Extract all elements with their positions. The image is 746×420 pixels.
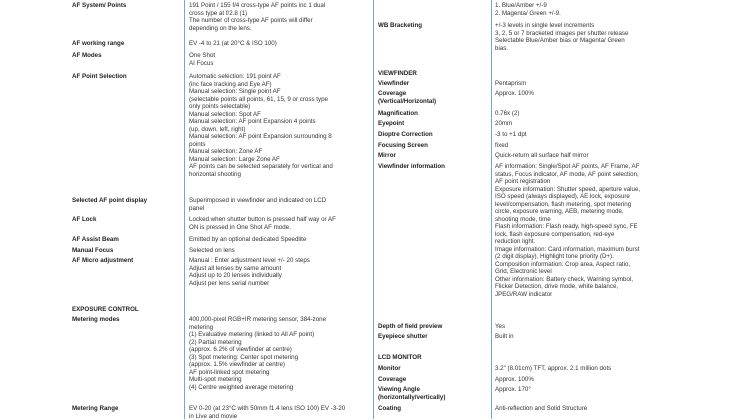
spec-value-line: metering bbox=[189, 324, 369, 332]
column-divider-right bbox=[491, 0, 492, 419]
column-divider-left bbox=[184, 0, 185, 419]
spec-label: VIEWFINDER bbox=[378, 70, 488, 78]
spec-value-line: Selectable Blue/Amber bias or Magenta/ Green bbox=[495, 37, 740, 45]
spec-value-line: 3.2" (8.01cm) TFT, approx. 2.1 million dots bbox=[495, 365, 740, 373]
spec-value-line: Composition information: Crop area, Aspect ratio, bbox=[495, 261, 740, 269]
spec-value-line: (2 digit display), Highlight tone priority (D+). bbox=[495, 253, 740, 261]
spec-value bbox=[495, 365, 740, 373]
spec-value-line: EV 0-20 (at 23°C with 50mm f1.4 lens ISO 100) EV -3-20 bbox=[189, 405, 369, 413]
spec-value-line: 3, 2, 5 or 7 bracketed images per shutter release bbox=[495, 30, 740, 38]
spec-value-line: panel bbox=[189, 205, 369, 213]
spec-value-line: 1. Blue/Amber +/-9 bbox=[495, 2, 740, 10]
spec-label: AF System/ Points bbox=[72, 2, 182, 10]
spec-value-line: Manual selection: Large Zone AF bbox=[189, 156, 369, 164]
spec-label: Mirror bbox=[378, 152, 488, 160]
spec-value bbox=[495, 323, 740, 331]
spec-value-line: Approx. 100% bbox=[495, 90, 740, 98]
spec-label: Eyepiece shutter bbox=[378, 333, 488, 341]
spec-value bbox=[495, 163, 740, 298]
spec-value-line: Other information: Battery check, Warning symbol, bbox=[495, 276, 740, 284]
spec-value-line: (4) Centre weighted average metering bbox=[189, 384, 369, 392]
spec-label: Depth of field preview bbox=[378, 323, 488, 331]
spec-value-line: 191 Point / 155 f/4 cross-type AF points inc 1 dual bbox=[189, 2, 369, 10]
spec-value bbox=[189, 2, 369, 32]
spec-value-line: depending on the lens. bbox=[189, 25, 369, 33]
spec-value-line: in Live and movie bbox=[189, 413, 369, 420]
spec-value bbox=[495, 152, 740, 160]
spec-label: Eyepoint bbox=[378, 120, 488, 128]
spec-value bbox=[495, 333, 740, 341]
spec-value-line: ISO speed (always displayed), AE lock, exposure bbox=[495, 193, 740, 201]
spec-value-line: 400,000-pixel RGB+IR metering sensor, 384-zone bbox=[189, 316, 369, 324]
spec-label: AF Lock bbox=[72, 216, 182, 224]
spec-value-line: (up, down, left, right) bbox=[189, 126, 369, 134]
spec-label: LCD MONITOR bbox=[378, 354, 488, 362]
spec-label: Coating bbox=[378, 405, 488, 413]
spec-label: Viewfinder bbox=[378, 80, 488, 88]
spec-value-line: Approx. 100% bbox=[495, 376, 740, 384]
spec-value bbox=[189, 236, 369, 244]
spec-label: AF Assist Beam bbox=[72, 236, 182, 244]
spec-value-line: shooting mode, time bbox=[495, 216, 740, 224]
spec-value-line: lock, flash exposure compensation, red-eye bbox=[495, 231, 740, 239]
spec-value-line: only points selectable) bbox=[189, 103, 369, 111]
spec-value-line: Adjust per lens serial number bbox=[189, 280, 369, 288]
spec-label: EXPOSURE CONTROL bbox=[72, 306, 182, 314]
spec-value-line: Adjust all lenses by same amount bbox=[189, 265, 369, 273]
spec-value bbox=[189, 52, 369, 67]
spec-value bbox=[495, 120, 740, 128]
spec-value-line: 0.76x (2) bbox=[495, 110, 740, 118]
spec-value bbox=[189, 247, 369, 255]
spec-value-line: Pentaprism bbox=[495, 80, 740, 88]
spec-value-line: reduction light. bbox=[495, 238, 740, 246]
spec-label: Focusing Screen bbox=[378, 142, 488, 150]
spec-value-line: status, Focus indicator, AF mode, AF point selection, bbox=[495, 171, 740, 179]
spec-label: Magnification bbox=[378, 110, 488, 118]
spec-value-line: +/-3 levels in single level increments bbox=[495, 22, 740, 30]
spec-value-line: (2) Partial metering bbox=[189, 339, 369, 347]
spec-value-line: Manual selection: Zone AF bbox=[189, 148, 369, 156]
spec-value-line: (approx. 6.2% of viewfinder at centre) bbox=[189, 346, 369, 354]
spec-value bbox=[189, 316, 369, 391]
spec-value-line: points bbox=[189, 141, 369, 149]
spec-value-line: Multi-spot metering bbox=[189, 376, 369, 384]
spec-value bbox=[495, 376, 740, 384]
spec-value-line: (3) Spot metering: Center spot metering bbox=[189, 354, 369, 362]
spec-value bbox=[495, 405, 740, 413]
spec-value-line: Image information: Card information, maximum burst bbox=[495, 246, 740, 254]
spec-value-line: Locked when shutter button is pressed half way or AF bbox=[189, 216, 369, 224]
spec-value-line: Automatic selection: 191 point AF bbox=[189, 73, 369, 81]
spec-label: (horizontally/vertically) bbox=[378, 394, 488, 402]
spec-value-line: Superimposed in viewfinder and indicated on LCD bbox=[189, 197, 369, 205]
spec-label: AF Modes bbox=[72, 52, 182, 60]
spec-value-line: Exposure information: Shutter speed, aperture value, bbox=[495, 186, 740, 194]
spec-value bbox=[189, 73, 369, 178]
spec-value-line: Manual : Enter adjustment level +/- 20 steps bbox=[189, 257, 369, 265]
spec-label: WB Bracketing bbox=[378, 22, 488, 30]
column-divider-center bbox=[373, 0, 374, 419]
spec-label: Viewfinder information bbox=[378, 163, 488, 171]
spec-value-line: Anti-reflection and Solid Structure bbox=[495, 405, 740, 413]
spec-value bbox=[189, 257, 369, 287]
spec-label: Metering modes bbox=[72, 316, 182, 324]
spec-value-line: (selectable points all points, 61, 15, 9 or cross type bbox=[189, 96, 369, 104]
spec-value-line: -3 to +1 dpt bbox=[495, 131, 740, 139]
spec-label: AF Point Selection bbox=[72, 73, 182, 81]
spec-label: Dioptre Correction bbox=[378, 131, 488, 139]
spec-value-line: level/compensation, flash metering, spot metering bbox=[495, 201, 740, 209]
spec-value bbox=[495, 386, 740, 394]
spec-value bbox=[495, 22, 740, 52]
spec-value-line: 2. Magenta/ Green +/-9. bbox=[495, 10, 740, 18]
spec-value-line: AF points can be selected separately for vertical and bbox=[189, 163, 369, 171]
spec-label: Monitor bbox=[378, 365, 488, 373]
spec-value-line: Emitted by an optional dedicated Speedlite bbox=[189, 236, 369, 244]
spec-value bbox=[495, 131, 740, 139]
spec-label: Coverage bbox=[378, 376, 488, 384]
spec-label: AF working range bbox=[72, 40, 182, 48]
spec-value-line: The number of cross-type AF points will differ bbox=[189, 17, 369, 25]
spec-value-line: AI Focus bbox=[189, 60, 369, 68]
spec-value-line: Grid, Electronic level bbox=[495, 268, 740, 276]
spec-value bbox=[189, 40, 369, 48]
spec-value-line: fixed bbox=[495, 142, 740, 150]
spec-value-line: Flicker Detection, drive mode, white balance, bbox=[495, 283, 740, 291]
spec-value-line: horizontal shooting bbox=[189, 171, 369, 179]
spec-label: Coverage bbox=[378, 90, 488, 98]
spec-label: Viewing Angle bbox=[378, 386, 488, 394]
spec-value-line: EV -4 to 21 (at 20°C & ISO 100) bbox=[189, 40, 369, 48]
spec-value-line: Quick-return all surface half mirror bbox=[495, 152, 740, 160]
spec-value bbox=[189, 197, 369, 212]
spec-value-line: ON is pressed in One Shot AF mode. bbox=[189, 224, 369, 232]
spec-value-line: Flash information: Flash ready, high-speed sync, FE bbox=[495, 223, 740, 231]
spec-value bbox=[495, 90, 740, 98]
spec-value bbox=[495, 2, 740, 17]
spec-value bbox=[495, 80, 740, 88]
spec-value-line: JPEG/RAW indicator bbox=[495, 291, 740, 299]
spec-label: Selected AF point display bbox=[72, 197, 182, 205]
spec-value-line: (inc face tracking and Eye AF) bbox=[189, 81, 369, 89]
spec-value-line: 20mm bbox=[495, 120, 740, 128]
spec-value-line: cross type at f/2.8 (1) bbox=[189, 10, 369, 18]
spec-label: AF Micro adjustment bbox=[72, 257, 182, 265]
spec-value-line: Built in bbox=[495, 333, 740, 341]
spec-label: (Vertical/Horizontal) bbox=[378, 98, 488, 106]
spec-value-line: AF point registration bbox=[495, 178, 740, 186]
spec-value-line: circle, exposure warning, AEB, metering mode, bbox=[495, 208, 740, 216]
spec-value-line: (approx. 1.5% viewfinder at centre) bbox=[189, 361, 369, 369]
spec-label: Metering Range bbox=[72, 405, 182, 413]
spec-value-line: Manual selection: AF point Expansion surrounding 8 bbox=[189, 133, 369, 141]
spec-value-line: Yes bbox=[495, 323, 740, 331]
spec-value-line: bias. bbox=[495, 45, 740, 53]
spec-value-line: Manual selection: Spot AF bbox=[189, 111, 369, 119]
spec-value-line: One Shot bbox=[189, 52, 369, 60]
spec-value-line: Approx. 170° bbox=[495, 386, 740, 394]
spec-value-line: Selected on lens bbox=[189, 247, 369, 255]
spec-value-line: Adjust up to 20 lenses individually bbox=[189, 272, 369, 280]
spec-value-line: AF point-linked spot metering bbox=[189, 369, 369, 377]
spec-value-line: (1) Evaluative metering (linked to All AF point) bbox=[189, 331, 369, 339]
spec-value bbox=[189, 216, 369, 231]
spec-value bbox=[189, 405, 369, 420]
spec-value-line: AF information: Single/Spot AF points, AF Frame, AF bbox=[495, 163, 740, 171]
spec-value-line: Manual selection: AF point Expansion 4 points bbox=[189, 118, 369, 126]
spec-value-line: Manual selection: Single point AF bbox=[189, 88, 369, 96]
spec-value bbox=[495, 142, 740, 150]
spec-value bbox=[495, 110, 740, 118]
spec-label: Manual Focus bbox=[72, 247, 182, 255]
